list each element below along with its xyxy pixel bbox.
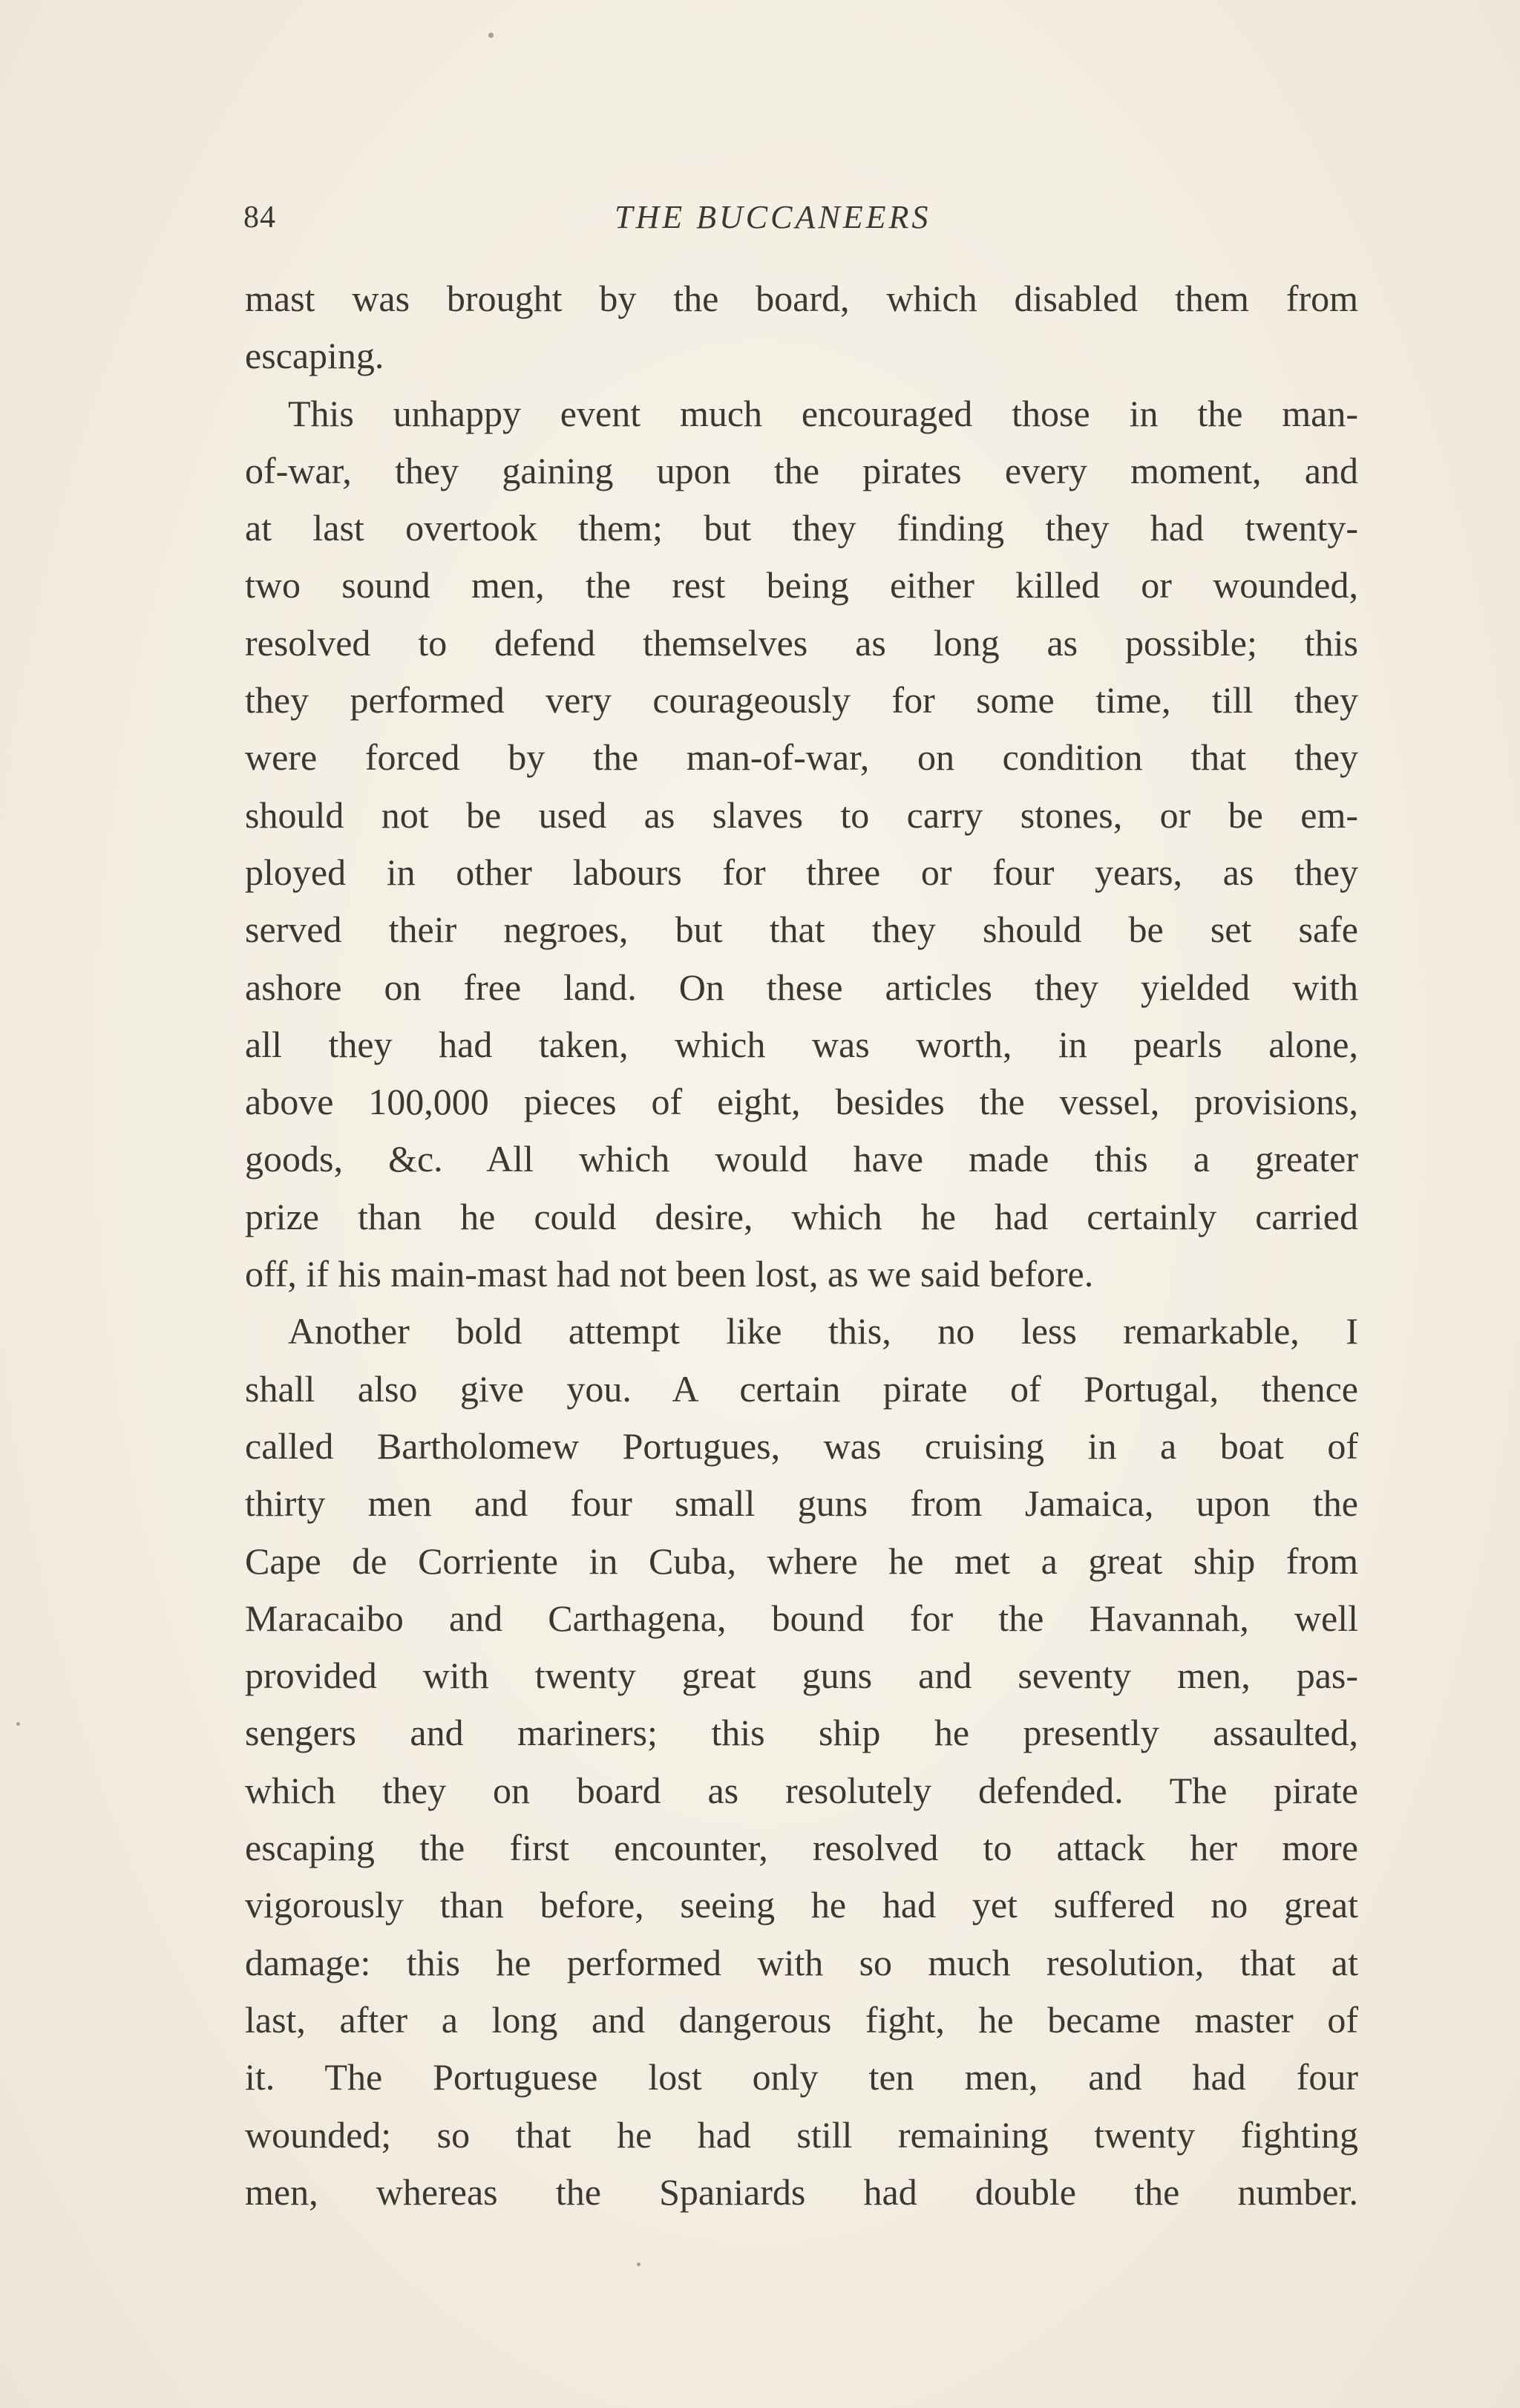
text-line: mast was brought by the board, which disabled them from [245,278,1358,319]
text-line: which they on board as resolutely defended. The pirate [245,1769,1358,1811]
text-line: were forced by the man-of-war, on condition that they [245,736,1358,779]
body-text [245,270,1358,2221]
text-line: Cape de Corriente in Cuba, where he met a great ship from [245,1540,1358,1582]
paper-speck [488,33,494,38]
text-line: prize than he could desire, which he had certainly carried [245,1195,1358,1237]
text-line: sengers and mariners; this ship he presently assaulted, [245,1712,1358,1754]
text-line: provided with twenty great guns and seventy men, pas- [245,1655,1358,1697]
text-line: ployed in other labours for three or four years, as they [245,851,1358,893]
text-line: above 100,000 pieces of eight, besides the vessel, provisions, [245,1081,1358,1123]
text-line: vigorously than before, seeing he had yet suffered no great [245,1884,1358,1926]
text-line: thirty men and four small guns from Jamaica, upon the [245,1482,1358,1525]
text-line: all they had taken, which was worth, in pearls alone, [245,1023,1358,1065]
running-head: THE BUCCANEERS [615,199,931,235]
text-line: two sound men, the rest being either killed or wounded, [245,564,1358,606]
text-line: damage: this he performed with so much resolution, that at [245,1941,1358,1983]
text-line: escaping the first encounter, resolved to attack her more [245,1827,1358,1869]
text-line: off, if his main-mast had not been lost, as we said before. [245,1253,1094,1295]
text-line: escaping. [245,335,384,377]
text-line: called Bartholomew Portugues, was cruising in a boat of [245,1424,1358,1467]
page-header [243,192,1357,243]
text-line: wounded; so that he had still remaining twenty fighting [245,2113,1358,2156]
text-line: they performed very courageously for some time, till they [245,679,1358,722]
text-line: shall also give you. A certain pirate of Portugal, thence [245,1367,1358,1410]
text-line: men, whereas the Spaniards had double the number. [245,2170,1358,2213]
paper-speck [637,2263,641,2266]
text-line: goods, &c. All which would have made this a greater [245,1138,1358,1180]
text-line: should not be used as slaves to carry stones, or be em- [245,794,1358,836]
text-line: Maracaibo and Carthagena, bound for the Havannah, well [245,1597,1358,1639]
text-line: resolved to defend themselves as long as possible; this [245,621,1358,664]
text-line: last, after a long and dangerous fight, he became master of [245,1998,1358,2041]
text-line: This unhappy event much encouraged those in the man- [288,392,1358,434]
text-line: served their negroes, but that they should be set safe [245,909,1358,951]
text-line: ashore on free land. On these articles they yielded with [245,966,1358,1008]
text-line: of-war, they gaining upon the pirates every moment, and [245,449,1358,491]
text-line: at last overtook them; but they finding they had twenty- [245,507,1358,549]
text-line: it. The Portuguese lost only ten men, and had four [245,2056,1358,2098]
paper-speck [16,1722,20,1726]
page-number: 84 [243,200,276,235]
text-line: Another bold attempt like this, no less remarkable, I [288,1310,1358,1352]
